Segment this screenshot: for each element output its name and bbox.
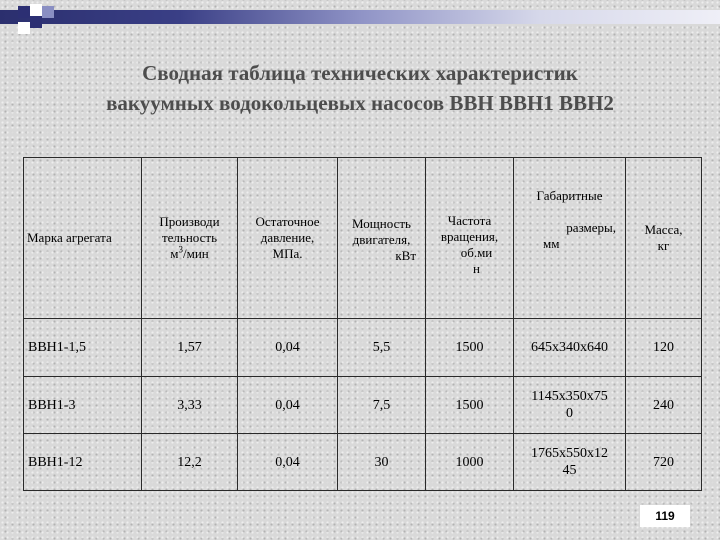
cell-frequency: 1000 [426, 434, 514, 491]
cell-model: ВВН1-3 [24, 377, 142, 434]
cell-model: ВВН1-12 [24, 434, 142, 491]
table-row [24, 377, 702, 434]
header-power: Мощность двигателя, кВт [338, 158, 426, 319]
header-dimensions: Габаритные размеры, мм [514, 158, 626, 319]
slide-title-line-1: Сводная таблица технических характеристик [142, 61, 578, 85]
cell-power: 30 [338, 434, 426, 491]
slide-title [0, 58, 720, 118]
cell-frequency: 1500 [426, 319, 514, 377]
cell-model: ВВН1-1,5 [24, 319, 142, 377]
slide-title-line-2: вакуумных водокольцевых насосов ВВН ВВН1 ВВН2 [106, 91, 614, 115]
header-pressure: Остаточное давление, МПа. [238, 158, 338, 319]
cell-pressure: 0,04 [238, 434, 338, 491]
cell-dimensions: 645х340х640 [514, 319, 626, 377]
header-capacity: Производи тельность $м^3$/мин [142, 158, 238, 319]
cell-frequency: 1500 [426, 377, 514, 434]
decoration-square [42, 6, 54, 18]
cell-power: 7,5 [338, 377, 426, 434]
cell-capacity: 1,57 [142, 319, 238, 377]
cell-capacity: 12,2 [142, 434, 238, 491]
header-mass: Масса, кг [626, 158, 702, 319]
cell-mass: 240 [626, 377, 702, 434]
table-row [24, 434, 702, 491]
cell-power: 5,5 [338, 319, 426, 377]
header-decoration-bar [0, 10, 720, 24]
header-frequency: Частота вращения, об.ми н [426, 158, 514, 319]
header-model: Марка агрегата [24, 158, 142, 319]
table-header-row [24, 158, 702, 319]
cell-pressure: 0,04 [238, 377, 338, 434]
decoration-square [30, 4, 42, 16]
cell-dimensions: 1145х350х75 0 [514, 377, 626, 434]
cell-mass: 720 [626, 434, 702, 491]
specifications-table [23, 157, 702, 491]
cell-mass: 120 [626, 319, 702, 377]
decoration-square [18, 6, 30, 18]
cell-pressure: 0,04 [238, 319, 338, 377]
decoration-square [30, 16, 42, 28]
cell-capacity: 3,33 [142, 377, 238, 434]
page-number: 119 [640, 505, 690, 527]
table-row [24, 319, 702, 377]
decoration-square [18, 22, 30, 34]
cell-dimensions: 1765х550х12 45 [514, 434, 626, 491]
